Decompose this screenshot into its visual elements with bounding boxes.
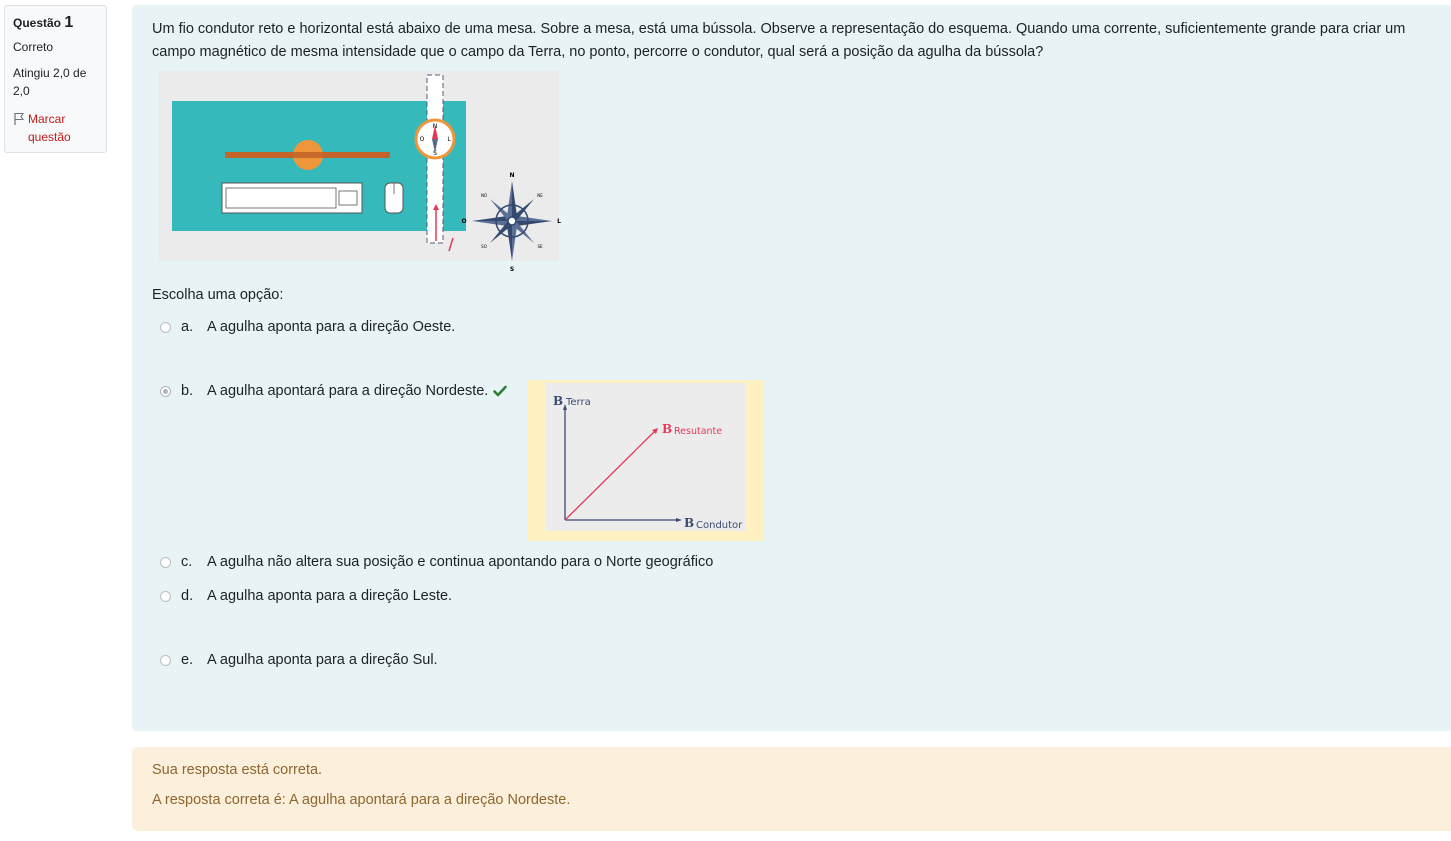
option-a[interactable]: a. A agulha aponta para a direção Oeste. (160, 319, 455, 335)
compass-label-l: L (447, 136, 451, 143)
pencil-overlay (225, 152, 390, 158)
option-e[interactable]: e. A agulha aponta para a direção Sul. (160, 652, 438, 668)
flag-icon (13, 112, 25, 126)
feedback-right-answer: A resposta correta é: A agulha apontará para a direção Nordeste. (152, 792, 571, 808)
question-info-panel (4, 5, 107, 153)
b-condutor-symbol: B (684, 516, 695, 530)
feedback-panel (132, 747, 1451, 831)
option-e-radio[interactable] (160, 655, 171, 666)
flag-question-link[interactable]: Marcar questão (13, 110, 98, 146)
rose-label-n: N (509, 172, 515, 179)
question-text: Um fio condutor reto e horizontal está abaixo de uma mesa. Sobre a mesa, está uma bússola. Observe a representação do esquema. Quando uma corrente, suficientemente grande para criar um campo magnético de mesma intensidade que o campo da Terra, no ponto, percorre o condutor, qual será a posição da agulha da bússola? (152, 21, 1406, 60)
rose-label-s: S (509, 266, 515, 273)
option-d[interactable]: d. A agulha aponta para a direção Leste. (160, 588, 452, 604)
option-b-radio[interactable] (160, 386, 171, 397)
option-c-radio[interactable] (160, 557, 171, 568)
rose-label-o: O (461, 218, 467, 225)
table-compass-diagram (159, 71, 561, 273)
b-resultante-symbol: B (662, 422, 673, 436)
b-resultante-label: Resutante (674, 426, 723, 437)
question-number: Questão 1 (13, 14, 74, 31)
rose-label-l: L (557, 218, 561, 225)
question-grade: Atingiu 2,0 de 2,0 (13, 66, 87, 98)
option-a-radio[interactable] (160, 322, 171, 333)
option-d-radio[interactable] (160, 591, 171, 602)
choose-option-prompt: Escolha uma opção: (152, 287, 284, 303)
b-terra-symbol: B (553, 394, 564, 408)
question-formulation (132, 5, 1451, 731)
compass-label-s: S (433, 150, 437, 157)
keyboard (222, 183, 362, 213)
feedback-correct-message: Sua resposta está correta. (152, 762, 323, 778)
question-state: Correto (13, 40, 54, 54)
rose-label-ne: NE (537, 193, 543, 198)
option-b[interactable]: b. A agulha apontará para a direção Nordeste. (160, 383, 507, 399)
correct-check-icon (493, 385, 507, 397)
b-terra-label: Terra (566, 397, 591, 408)
b-condutor-label: Condutor (696, 520, 743, 531)
option-c[interactable]: c. A agulha não altera sua posição e continua apontando para o Norte geográfico (160, 554, 713, 570)
compass-label-o: O (419, 136, 425, 143)
rose-label-so: SO (481, 244, 487, 249)
vector-sum-figure (528, 380, 764, 541)
rose-label-se: SE (537, 244, 543, 249)
compass-label-n: N (432, 123, 438, 130)
rose-label-no: NO (480, 193, 488, 198)
